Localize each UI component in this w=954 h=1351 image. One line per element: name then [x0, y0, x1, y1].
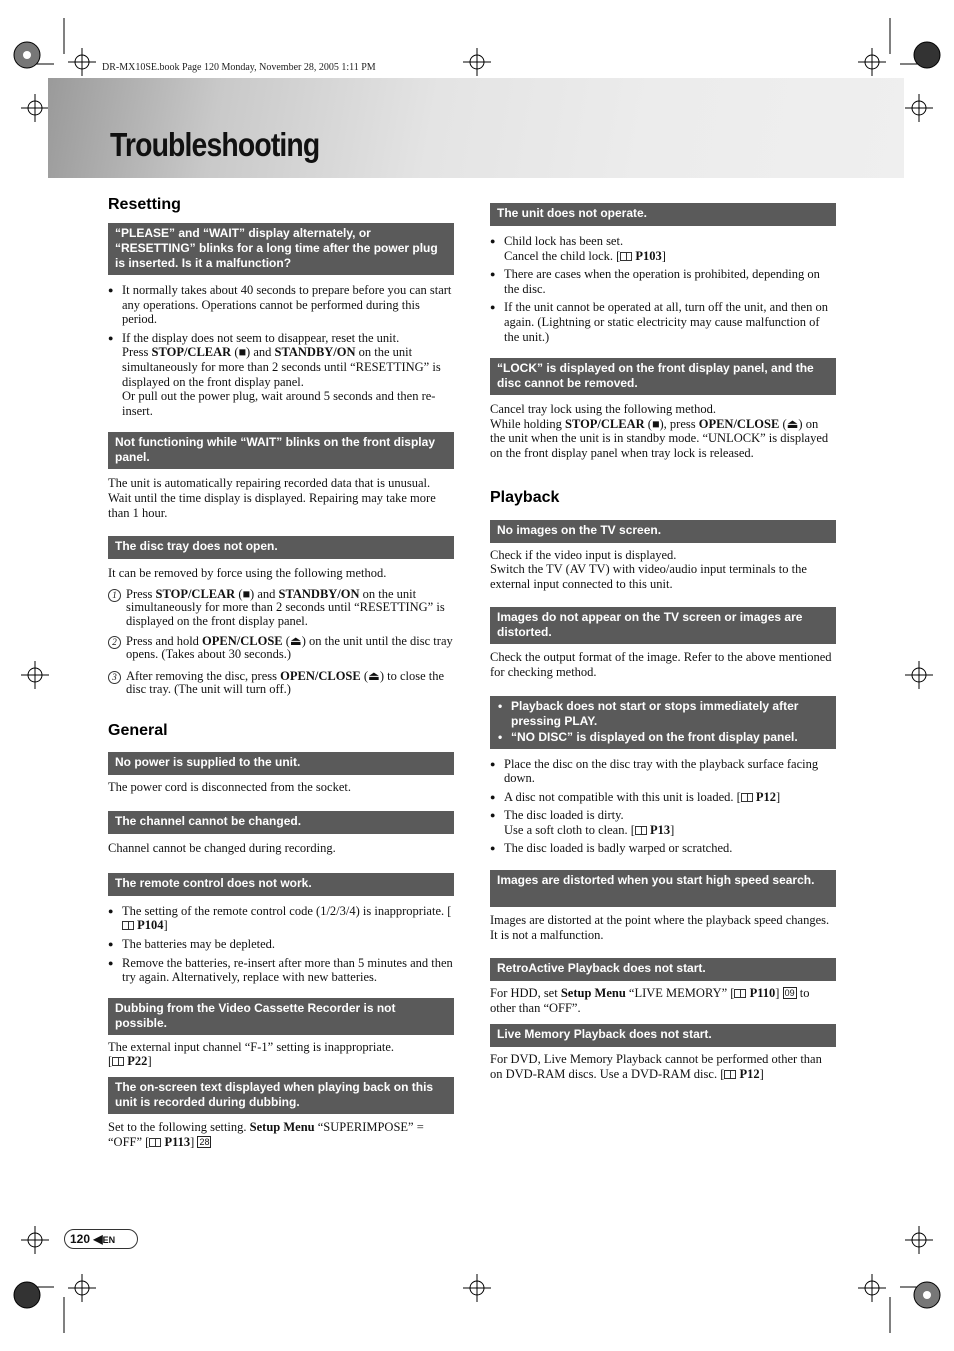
page-number-badge	[64, 1229, 138, 1249]
answer-list	[490, 234, 836, 344]
file-info-line: DR-MX10SE.book Page 120 Monday, November 28, 2005 1:11 PM	[102, 62, 376, 73]
list-item-line: ● If the display does not seem to disappear, reset the unit.	[122, 330, 400, 345]
question-bar: No power is supplied to the unit.	[108, 752, 454, 775]
list-item-line: Or pull out the power plug, wait around 5 seconds and then re-insert.	[122, 389, 436, 418]
question-bar: Not functioning while “WAIT” blinks on the front display panel.	[108, 432, 454, 469]
left-arrow-icon: ◀	[93, 1232, 103, 1246]
manual-reference-icon	[112, 1057, 124, 1066]
manual-reference-icon	[724, 1070, 736, 1079]
question-bar: RetroActive Playback does not start.	[490, 958, 836, 981]
list-item	[490, 234, 836, 263]
answer-text: For HDD, set Setup Menu “LIVE MEMORY” [ P110] 09 to other than “OFF”.	[490, 986, 810, 1015]
answer-text: Channel cannot be changed during recording.	[108, 841, 336, 856]
step-item: 2 Press and hold OPEN/CLOSE (⏏) on the unit until the disc tray opens. (Takes about 30 seconds.)	[108, 635, 454, 662]
list-item: ● The batteries may be depleted.	[108, 937, 454, 952]
answer-text: Images are distorted at the point where the playback speed changes. It is not a malfunction.	[490, 913, 830, 942]
question-bar: Images do not appear on the TV screen or images are distorted.	[490, 607, 836, 644]
question-bar	[490, 696, 836, 749]
answer-list	[108, 904, 454, 985]
question-bar: No images on the TV screen.	[490, 520, 836, 543]
answer-text: Check the output format of the image. Refer to the above mentioned for checking method.	[490, 650, 832, 679]
list-item: ● If the unit cannot be operated at all, turn off the unit, and then on again. (Lightning or static electricity may cause malfunction of the unit.)	[490, 300, 836, 344]
menu-item-number-badge: 28	[199, 1136, 210, 1147]
answer-text: The power cord is disconnected from the socket.	[108, 779, 351, 794]
list-item-line: Press STOP/CLEAR (■) and STANDBY/ON on the unit simultaneously for more than 2 seconds until “RESETTING” is displayed on the front display panel.	[122, 345, 441, 389]
manual-reference-icon	[741, 793, 753, 802]
answer-list	[490, 757, 836, 857]
list-item-line: Cancel the child lock. [ P103]	[504, 248, 666, 263]
list-item: ● Remove the batteries, re-insert after more than 5 minutes and then try again. Alternatively, replace with new batteries.	[108, 956, 454, 985]
answer-list	[108, 283, 454, 418]
answer-text: Check if the video input is displayed. Switch the TV (AV TV) with video/audio input terminals to the external input connected to this unit.	[490, 547, 807, 591]
list-item: ● Place the disc on the disc tray with the playback surface facing down.	[490, 757, 836, 786]
question-bar: The on-screen text displayed when playing back on this unit is recorded during dubbing.	[108, 1077, 454, 1114]
list-item	[108, 331, 454, 419]
section-heading-general: General	[108, 721, 168, 739]
manual-reference-icon	[734, 989, 746, 998]
step-number: 1	[108, 589, 121, 602]
manual-reference-icon	[122, 921, 134, 930]
page-title: Troubleshooting	[110, 126, 320, 163]
list-item: ● The disc loaded is badly warped or scratched.	[490, 841, 836, 856]
answer-text: Cancel tray lock using the following method. While holding STOP/CLEAR (■), press OPEN/CLOSE (⏏) on the unit when the unit is in standby mode. “UNLOCK” is displayed on the front display panel when tray lock is released.	[490, 402, 829, 460]
manual-reference-icon	[620, 252, 632, 261]
answer-text: For DVD, Live Memory Playback cannot be performed other than on DVD-RAM discs. Use a DVD-RAM disc. [ P12]	[490, 1052, 822, 1082]
step-number: 2	[108, 636, 121, 649]
left-column	[108, 188, 454, 1149]
question-bar: “PLEASE” and “WAIT” display alternately, or “RESETTING” blinks for a long time after the power plug is inserted. Is it a malfunction?	[108, 223, 454, 275]
manual-reference-icon	[635, 826, 647, 835]
list-item-line: Use a soft cloth to clean. [ P13]	[504, 822, 675, 837]
question-bar: The disc tray does not open.	[108, 536, 454, 559]
question-bar: The channel cannot be changed.	[108, 811, 454, 834]
list-item	[490, 808, 836, 837]
page-number: 120	[70, 1232, 91, 1246]
step-number: 3	[108, 671, 121, 684]
answer-text: The unit is automatically repairing recorded data that is unusual. Wait until the time display is displayed. Repairing may take more than 1 hour.	[108, 476, 436, 520]
right-column	[490, 188, 836, 1082]
section-heading-playback: Playback	[490, 488, 560, 506]
question-bar: Dubbing from the Video Cassette Recorder is not possible.	[108, 998, 454, 1035]
manual-reference-icon	[149, 1138, 161, 1147]
step-item: 1 Press STOP/CLEAR (■) and STANDBY/ON on the unit simultaneously for more than 2 seconds until “RESETTING” is displayed on the front display panel.	[108, 588, 454, 628]
question-bar: “LOCK” is displayed on the front display panel, and the disc cannot be removed.	[490, 358, 836, 395]
question-bar: Images are distorted when you start high speed search.	[490, 870, 836, 907]
list-item-line: ● The disc loaded is dirty.	[504, 808, 624, 823]
question-bar: The unit does not operate.	[490, 203, 836, 226]
list-item: ● It normally takes about 40 seconds to prepare before you can start any operations. Operations cannot be performed during this period.	[108, 283, 454, 327]
answer-text: It can be removed by force using the following method.	[108, 566, 387, 581]
list-item: ● A disc not compatible with this unit is loaded. [ P12]	[490, 790, 836, 805]
answer-text: The external input channel “F-1” setting is inappropriate. [ P22]	[108, 1039, 395, 1069]
question-bar-item: • “NO DISC” is displayed on the front display panel.	[511, 730, 829, 745]
question-bar: The remote control does not work.	[108, 873, 454, 896]
menu-item-number-badge: 09	[784, 988, 795, 999]
question-bar-item: • Playback does not start or stops immediately after pressing PLAY.	[511, 699, 829, 729]
step-item: 3 After removing the disc, press OPEN/CLOSE (⏏) to close the disc tray. (The unit will turn off.)	[108, 670, 454, 697]
list-item: ● There are cases when the operation is prohibited, depending on the disc.	[490, 267, 836, 296]
list-item-line: ● Child lock has been set.	[504, 234, 624, 248]
section-heading-resetting: Resetting	[108, 196, 181, 213]
language-code: EN	[102, 1235, 116, 1245]
answer-text: Set to the following setting. Setup Menu “SUPERIMPOSE” = “OFF” [ P113] 28	[108, 1119, 424, 1149]
list-item: ● The setting of the remote control code (1/2/3/4) is inappropriate. [ P104]	[108, 904, 454, 933]
question-bar: Live Memory Playback does not start.	[490, 1024, 836, 1047]
